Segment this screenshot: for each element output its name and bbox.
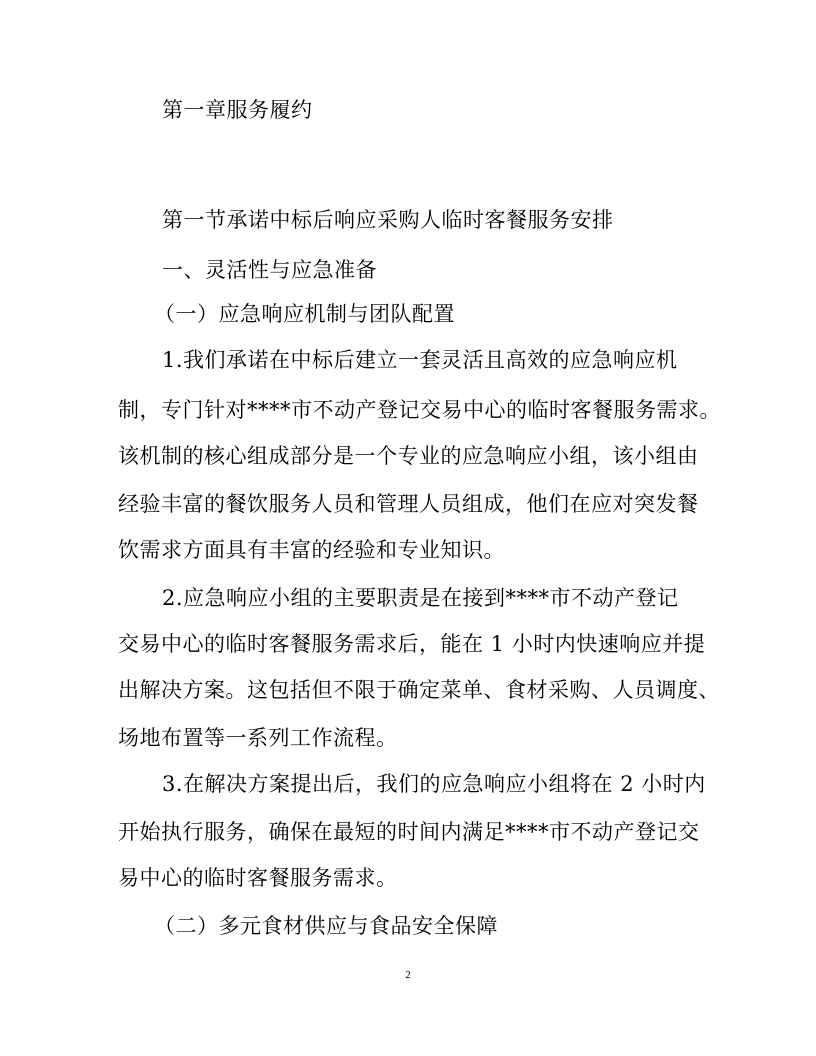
heading-flexibility: 一、灵活性与应急准备 (162, 258, 377, 282)
paragraph-line: 该机制的核心组成部分是一个专业的应急响应小组，该小组由 (118, 444, 699, 468)
paragraph-line: 开始执行服务，确保在最短的时间内满足****市不动产登记交 (118, 820, 700, 844)
subheading-food-supply: （二）多元食材供应与食品安全保障 (154, 914, 498, 938)
section-title: 第一节承诺中标后响应采购人临时客餐服务安排 (162, 208, 614, 232)
paragraph-line: 场地布置等一系列工作流程。 (118, 726, 398, 750)
paragraph-line: 经验丰富的餐饮服务人员和管理人员组成，他们在应对突发餐 (118, 492, 699, 516)
paragraph-line: 2.应急响应小组的主要职责是在接到****市不动产登记 (162, 586, 679, 610)
subheading-emergency-mechanism: （一）应急响应机制与团队配置 (154, 302, 455, 326)
paragraph-line: 交易中心的临时客餐服务需求后，能在 1 小时内快速响应并提 (118, 632, 706, 656)
paragraph-line: 1.我们承诺在中标后建立一套灵活且高效的应急响应机 (162, 348, 678, 372)
page-number: 2 (405, 969, 411, 981)
chapter-title: 第一章服务履约 (162, 98, 313, 122)
paragraph-line: 3.在解决方案提出后，我们的应急响应小组将在 2 小时内 (162, 772, 706, 796)
paragraph-line: 制，专门针对****市不动产登记交易中心的临时客餐服务需求。 (118, 398, 721, 422)
paragraph-line: 易中心的临时客餐服务需求。 (118, 866, 398, 890)
paragraph-line: 饮需求方面具有丰富的经验和专业知识。 (118, 538, 505, 562)
paragraph-line: 出解决方案。这包括但不限于确定菜单、食材采购、人员调度、 (118, 678, 720, 702)
